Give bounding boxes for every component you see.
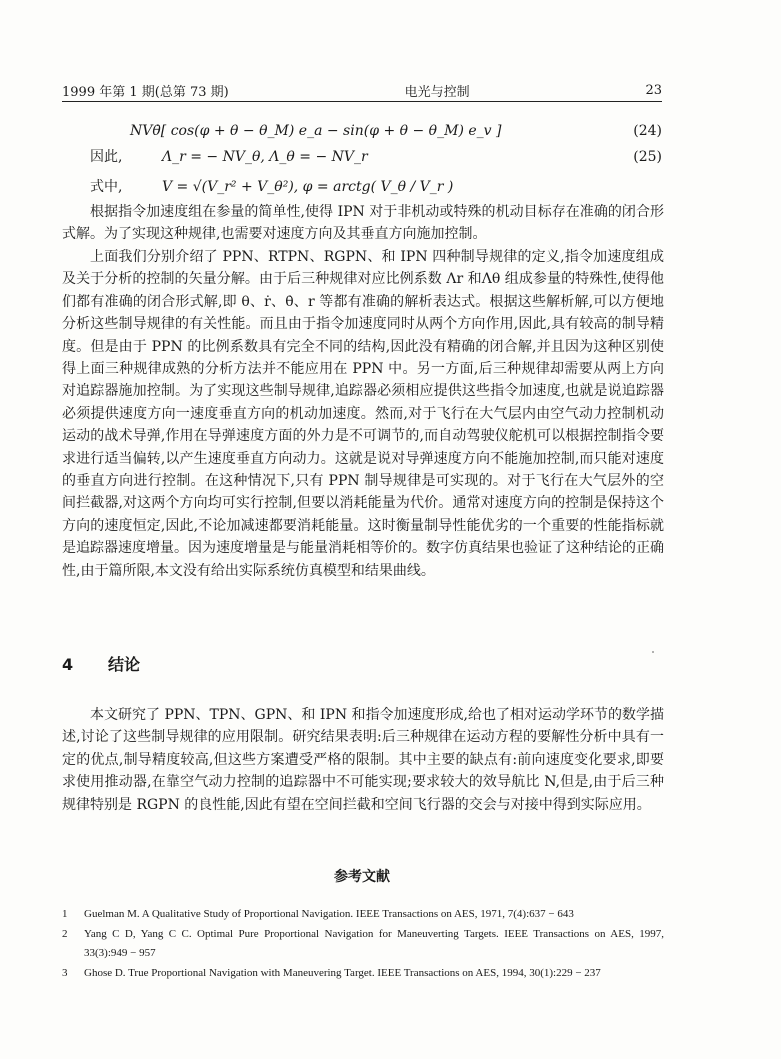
reference-item [62, 925, 664, 964]
references-list [62, 905, 664, 983]
paragraph-ipn: 根据指令加速度组在参量的简单性,使得 IPN 对于非机动或特殊的机动目标存在准确的闭合形式解。为了实现这种规律,也需要对速度方向及其垂直方向施加控制。 [62, 204, 664, 243]
equation-24 [62, 120, 662, 142]
paragraph-analysis: 上面我们分别介绍了 PPN、RTPN、RGPN、和 IPN 四种制导规律的定义,指令加速度组成及关于分析的控制的矢量分解。由于后三种规律对应比例系数 Λr 和Λθ 组成参量的特殊性,使得他们都有准确的闭合形式解,即 θ、ṙ、θ̇、r 等都有准确的解析表达式。根据这些解析解,可以方便地分析这些制导规律的有关性能。而且由于指令加速度同时从两个方向作用,因此,具有较高的制导精度。但是由于 PPN 的比例系数具有完全不同的结构,因此没有精确的闭合解,并且因为这种区别使得上面三种规律成熟的分析方法并不能应用在 PPN 中。另一方面,后三种规律却需要从两上方向对追踪器施加控制。为了实现这些制导规律,追踪器必须相应提供这些指令加速度,也就是说追踪器必须提供速度方向一速度垂直方向的机动加速度。然而,对于飞行在大气层内由空气动力控制机动运动的战术导弹,作用在导弹速度方面的外力是不可调节的,而自动驾驶仪舵机可以根据控制指令要求进行适当偏转,以产生速度垂直方向动力。这就是说对导弹速度方向不能施加控制,而只能对速度的垂直方向进行控制。在这种情况下,只有 PPN 制导规律是可实现的。对于飞行在大气层外的空间拦截器,对这两个方向均可实行控制,但要以消耗能量为代价。通常对速度方向的控制是保持这个方向的速度恒定,因此,不论加减速都要消耗能量。这时衡量制导性能优劣的一个重要的性能指标就是追踪器速度增量。因为速度增量是与能量消耗相等价的。数字仿真结果也验证了这种结论的正确性,由于篇所限,本文没有给出实际系统仿真模型和结果曲线。 [62, 249, 664, 579]
journal-issue: 1999 年第 1 期(总第 73 期) [62, 84, 229, 100]
section-number: 4 [62, 655, 74, 674]
journal-title: 电光与控制 [404, 84, 470, 100]
reference-text: Yang C D, Yang C C. Optimal Pure Proportional Navigation for Maneuverting Targets. IEEE Transactions on AES, 1997, 33(3):949 − 957 [84, 927, 664, 959]
equation-25-number: (25) [633, 149, 662, 165]
running-header [62, 80, 662, 100]
equation-24-expression: NVθ̇[ cos(φ + θ − θ_M) e_a − sin(φ + θ − θ_M) e_v ] [130, 123, 502, 139]
equation-definitions [62, 176, 662, 198]
equation-24-number: (24) [633, 123, 662, 139]
reference-number: 1 [62, 908, 68, 920]
references-title: 参考文献 [334, 869, 390, 885]
scan-speck [652, 651, 654, 653]
section-title: 结论 [108, 655, 141, 674]
equation-25-expression: Λ_r = − NV_θ, Λ_θ = − NV_r [162, 149, 368, 165]
equation-25 [62, 146, 662, 168]
paragraph-conclusion: 本文研究了 PPN、TPN、GPN、和 IPN 和指令加速度形成,给也了相对运动学环节的数学描述,讨论了这些制导规律的应用限制。研究结果表明:后三种规律在运动方程的要解性分析中具有一定的优点,制导精度较高,但这些方案遭受严格的限制。其中主要的缺点有:前向速度变化要求,即要求使用推动器,在靠空气动力控制的追踪器中不可能实现;要求较大的效导航比 N,但是,由于后三种规律特别是 RGPN 的良性能,因此有望在空间拦截和空间飞行器的交会与对接中得到实际应用。 [62, 707, 664, 813]
header-rule [62, 101, 662, 102]
reference-item [62, 905, 664, 925]
equation-definitions-label: 式中, [90, 179, 123, 195]
equation-25-label: 因此, [90, 149, 123, 165]
reference-item [62, 964, 664, 984]
reference-number: 3 [62, 966, 68, 979]
section-heading [62, 652, 662, 676]
equation-definitions-expression: V = √(V_r² + V_θ²), φ = arctg( V_θ / V_r ) [162, 179, 454, 195]
reference-text: Ghose D. True Proportional Navigation with Maneuvering Target. IEEE Transactions on AES, 1994, 30(1):229 − 237 [84, 966, 601, 979]
page-number: 23 [645, 82, 662, 98]
reference-number: 2 [62, 927, 68, 940]
reference-text: Guelman M. A Qualitative Study of Proportional Navigation. IEEE Transactions on AES, 1971, 7(4):637 − 643 [84, 908, 574, 920]
